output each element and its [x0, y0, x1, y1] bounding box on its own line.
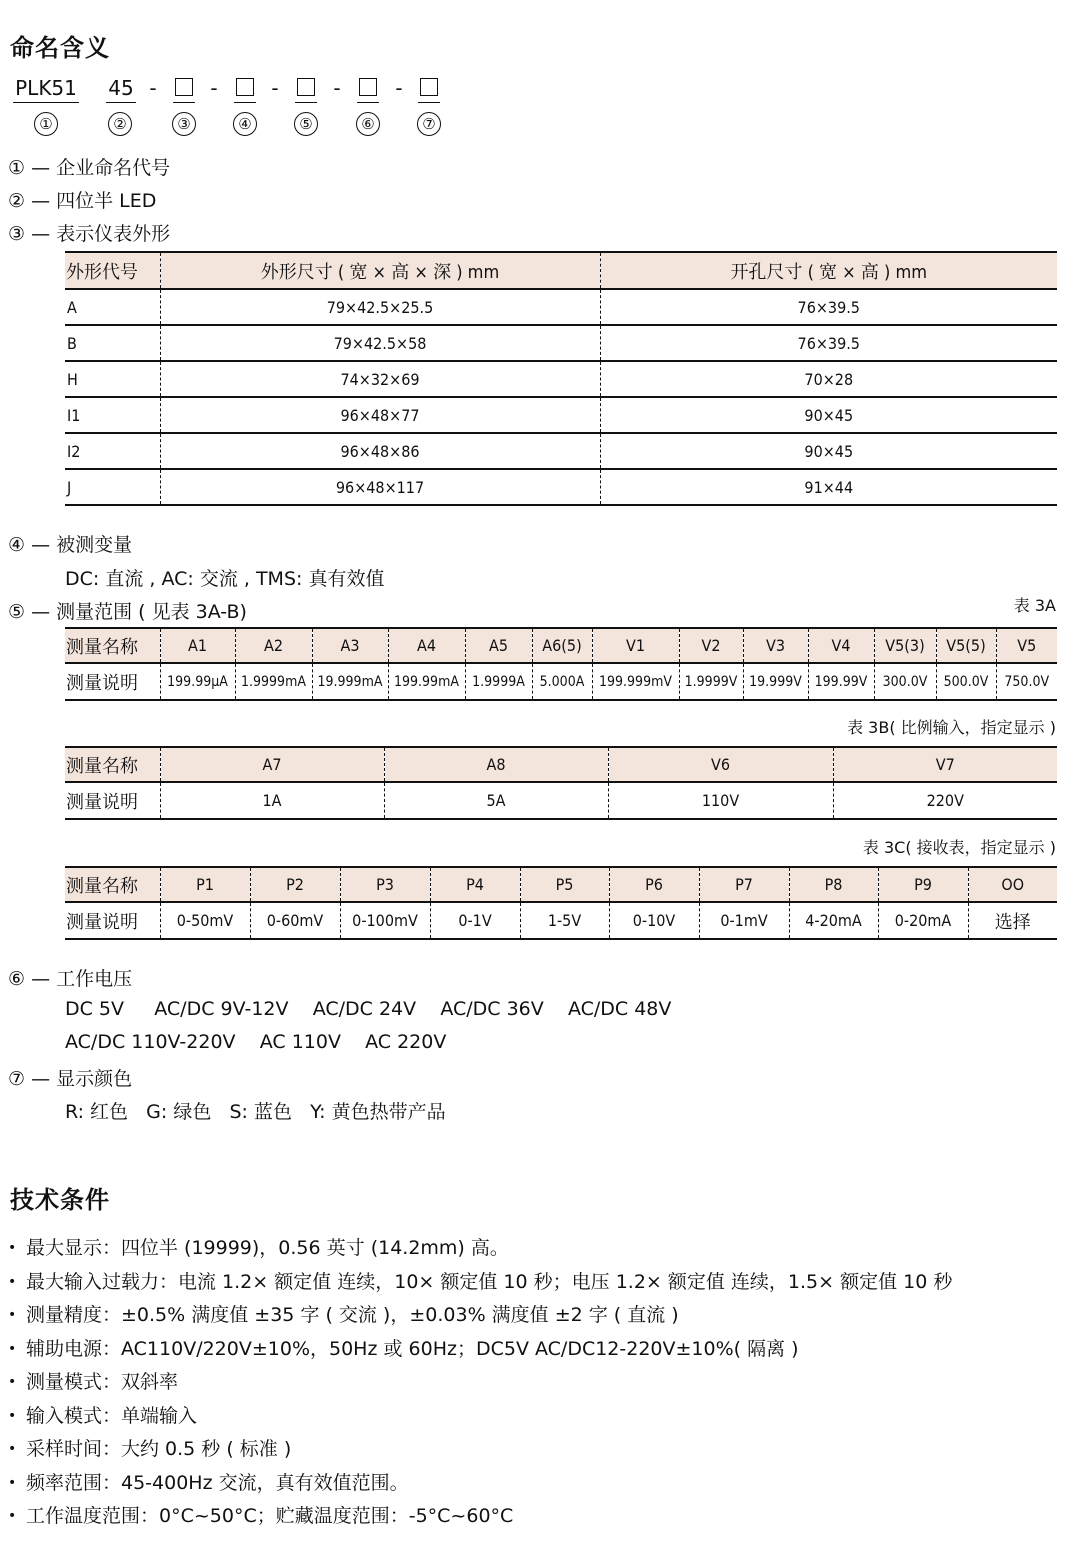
- table-cell: A2: [235, 628, 312, 663]
- table-cell: V6: [608, 747, 833, 782]
- table-cell: A3: [312, 628, 388, 663]
- table-cell: 74×32×69: [160, 361, 600, 397]
- code-box: [170, 76, 198, 100]
- table-cell: V5(3): [874, 628, 936, 663]
- table-cell: 76×39.5: [600, 289, 1057, 325]
- voltage-option: AC/DC 48V: [567, 998, 672, 1020]
- table-cell: A: [65, 289, 160, 325]
- table-cell: 0-1V: [430, 902, 520, 939]
- tech-list: [8, 1233, 952, 1535]
- table-cell: 76×39.5: [600, 325, 1057, 361]
- table-3b-desc-row: [65, 782, 1057, 819]
- code-number-2: ②: [108, 112, 132, 136]
- code-number-3: ③: [172, 112, 196, 136]
- list-item-text: 最大输入过载力：电流 1.2× 额定值 连续，10× 额定值 10 秒；电压 1.2× 额定值 连续，1.5× 额定值 10 秒: [26, 1270, 953, 1293]
- table-cell: 选择: [968, 902, 1057, 939]
- table-cell: 500.0V: [936, 663, 996, 700]
- list-item-text: 采样时间：大约 0.5 秒 ( 标准 ): [26, 1438, 292, 1460]
- list-item: • 最大输入过载力：电流 1.2× 额定值 连续，10× 额定值 10 秒；电压 1.2× 额定值 连续，1.5× 额定值 10 秒: [8, 1270, 953, 1293]
- list-item: • 输入模式：单端输入: [8, 1404, 198, 1427]
- table-cell: 1-5V: [520, 902, 609, 939]
- item-1: ① — 企业命名代号: [8, 157, 171, 179]
- table-3a: [65, 627, 1057, 701]
- voltage-line-1: [65, 998, 671, 1020]
- table-row: [65, 361, 1057, 397]
- table-cell: V4: [808, 628, 874, 663]
- table-cell: P9: [878, 867, 968, 902]
- table-cell: V1: [592, 628, 679, 663]
- code-dash: -: [271, 76, 279, 100]
- voltage-option: AC/DC 9V-12V: [154, 998, 289, 1020]
- row-label: 测量说明: [65, 902, 160, 939]
- list-item: • 采样时间：大约 0.5 秒 ( 标准 ): [8, 1438, 292, 1460]
- row-label: 测量说明: [65, 782, 160, 819]
- table-cell: P2: [250, 867, 340, 902]
- list-item: • 频率范围：45-400Hz 交流，真有效值范围。: [8, 1471, 409, 1494]
- table-cell: 1.9999V: [679, 663, 743, 700]
- table-3b: [65, 746, 1057, 820]
- table-cell: P3: [340, 867, 430, 902]
- list-item-text: 最大显示：四位半 (19999)，0.56 英寸 (14.2mm) 高。: [26, 1237, 509, 1259]
- list-item-text: 工作温度范围：0°C~50°C；贮藏温度范围：-5°C~60°C: [26, 1505, 514, 1527]
- item-5: ⑤ — 测量范围 ( 见表 3A-B): [8, 601, 247, 623]
- table-cell: 1.9999A: [465, 663, 532, 700]
- table-cell: V3: [743, 628, 808, 663]
- voltage-option: AC/DC 110V-220V: [65, 1031, 236, 1053]
- header-cell: 外形尺寸 ( 宽 × 高 × 深 ) mm: [160, 252, 600, 289]
- table-cell: 110V: [608, 782, 833, 819]
- table-cell: 90×45: [600, 397, 1057, 433]
- table-cell: 300.0V: [874, 663, 936, 700]
- table-3b-caption: 表 3B( 比例输入，指定显示 ): [847, 718, 1056, 737]
- table-cell: V5(5): [936, 628, 996, 663]
- table-cell: A5: [465, 628, 532, 663]
- voltage-option: AC/DC 24V: [312, 998, 417, 1020]
- header-cell: 开孔尺寸 ( 宽 × 高 ) mm: [600, 252, 1057, 289]
- section-title-tech: 技术条件: [10, 1186, 110, 1214]
- table-cell: OO: [968, 867, 1057, 902]
- item-2: ② — 四位半 LED: [8, 190, 157, 212]
- code-number-4: ④: [233, 112, 257, 136]
- table-cell: H: [65, 361, 160, 397]
- table-cell: I1: [65, 397, 160, 433]
- list-item: • 最大显示：四位半 (19999)，0.56 英寸 (14.2mm) 高。: [8, 1237, 509, 1259]
- code-box: [415, 76, 443, 100]
- table-cell: V5: [996, 628, 1057, 663]
- table-cell: 70×28: [600, 361, 1057, 397]
- table-cell: 90×45: [600, 433, 1057, 469]
- table-cell: A1: [160, 628, 235, 663]
- table-cell: P1: [160, 867, 250, 902]
- table-cell: 4-20mA: [789, 902, 878, 939]
- code-dash: -: [149, 76, 157, 100]
- list-item: • 辅助电源：AC110V/220V±10%，50Hz 或 60Hz；DC5V AC/DC12-220V±10%( 隔离 ): [8, 1337, 799, 1360]
- list-item-text: 测量精度：±0.5% 满度值 ±35 字 ( 交流 )，±0.03% 满度值 ±2 字 ( 直流 ): [26, 1304, 679, 1326]
- item-7: ⑦ — 显示颜色: [8, 1068, 133, 1090]
- table-cell: 0-60mV: [250, 902, 340, 939]
- table-cell: 220V: [833, 782, 1057, 819]
- list-item-text: 输入模式：单端输入: [26, 1404, 198, 1427]
- table-cell: 5A: [384, 782, 608, 819]
- table-row: [65, 289, 1057, 325]
- table-row: [65, 433, 1057, 469]
- table-cell: J: [65, 469, 160, 505]
- table-row: [65, 325, 1057, 361]
- code-number-1: ①: [34, 112, 58, 136]
- table-3c-caption: 表 3C( 接收表，指定显示 ): [862, 838, 1056, 857]
- code-part-prefix: PLK51: [10, 76, 82, 100]
- code-box: [292, 76, 320, 100]
- row-label: 测量名称: [65, 867, 160, 902]
- table-cell: 0-1mV: [699, 902, 789, 939]
- list-item: • 测量模式：双斜率: [8, 1371, 179, 1393]
- list-item: • 工作温度范围：0°C~50°C；贮藏温度范围：-5°C~60°C: [8, 1505, 514, 1527]
- code-part-digits: 45: [104, 76, 138, 100]
- voltage-option: AC/DC 36V: [440, 998, 544, 1020]
- table-3a-caption: 表 3A: [1013, 596, 1056, 615]
- row-label: 测量说明: [65, 663, 160, 700]
- table-cell: P6: [609, 867, 699, 902]
- code-dash: -: [395, 76, 403, 100]
- list-item-text: 频率范围：45-400Hz 交流，真有效值范围。: [26, 1471, 409, 1494]
- table-3c: [65, 866, 1057, 940]
- table-cell: A4: [388, 628, 465, 663]
- code-number-5: ⑤: [294, 112, 318, 136]
- table-cell: 96×48×86: [160, 433, 600, 469]
- table-row: [65, 469, 1057, 505]
- item-4: ④ — 被测变量: [8, 534, 133, 556]
- voltage-option: AC 110V: [259, 1031, 341, 1053]
- item-3: ③ — 表示仪表外形: [8, 223, 171, 245]
- section-title-naming: 命名含义: [10, 34, 110, 62]
- table-cell: 79×42.5×25.5: [160, 289, 600, 325]
- table-cell: 199.99mA: [388, 663, 465, 700]
- row-label: 测量名称: [65, 628, 160, 663]
- voltage-option: DC 5V: [65, 998, 125, 1020]
- item-6: ⑥ — 工作电压: [8, 968, 133, 990]
- voltage-line-2: [65, 1031, 446, 1053]
- table-3b-name-row: [65, 747, 1057, 782]
- table-cell: 0-100mV: [340, 902, 430, 939]
- table-cell: 19.999mA: [312, 663, 388, 700]
- code-number-6: ⑥: [356, 112, 380, 136]
- table-cell: A7: [160, 747, 384, 782]
- table-cell: 79×42.5×58: [160, 325, 600, 361]
- code-dash: -: [333, 76, 341, 100]
- table-cell: 5.000A: [532, 663, 592, 700]
- table-cell: 96×48×77: [160, 397, 600, 433]
- table-cell: A6(5): [532, 628, 592, 663]
- list-item-text: 辅助电源：AC110V/220V±10%，50Hz 或 60Hz；DC5V AC/DC12-220V±10%( 隔离 ): [26, 1337, 799, 1360]
- table-cell: V7: [833, 747, 1057, 782]
- table-cell: P8: [789, 867, 878, 902]
- shape-table: [65, 251, 1057, 506]
- table-cell: 0-50mV: [160, 902, 250, 939]
- table-cell: B: [65, 325, 160, 361]
- table-cell: 199.999mV: [592, 663, 679, 700]
- table-cell: A8: [384, 747, 608, 782]
- table-cell: P5: [520, 867, 609, 902]
- table-cell: 750.0V: [996, 663, 1057, 700]
- table-cell: 0-20mA: [878, 902, 968, 939]
- table-3c-desc-row: [65, 902, 1057, 939]
- table-header-row: [65, 252, 1057, 289]
- voltage-option: AC 220V: [365, 1031, 447, 1053]
- list-item-text: 测量模式：双斜率: [26, 1371, 179, 1393]
- table-cell: 1A: [160, 782, 384, 819]
- table-3a-name-row: [65, 628, 1057, 663]
- table-cell: 199.99V: [808, 663, 874, 700]
- code-number-7: ⑦: [417, 112, 441, 136]
- table-cell: 1.9999mA: [235, 663, 312, 700]
- table-cell: 96×48×117: [160, 469, 600, 505]
- item-7-desc: R: 红色 G: 绿色 S: 蓝色 Y: 黄色热带产品: [65, 1101, 446, 1123]
- table-cell: 19.999V: [743, 663, 808, 700]
- code-dash: -: [210, 76, 218, 100]
- table-cell: 0-10V: [609, 902, 699, 939]
- table-cell: P7: [699, 867, 789, 902]
- table-cell: P4: [430, 867, 520, 902]
- table-cell: I2: [65, 433, 160, 469]
- table-cell: 91×44: [600, 469, 1057, 505]
- list-item: • 测量精度：±0.5% 满度值 ±35 字 ( 交流 )，±0.03% 满度值 ±2 字 ( 直流 ): [8, 1304, 679, 1326]
- item-4-desc: DC: 直流 , AC: 交流 , TMS: 真有效值: [65, 568, 385, 590]
- code-box: [354, 76, 382, 100]
- row-label: 测量名称: [65, 747, 160, 782]
- table-cell: 199.99μA: [160, 663, 235, 700]
- header-cell: 外形代号: [65, 252, 160, 289]
- table-3c-name-row: [65, 867, 1057, 902]
- table-cell: V2: [679, 628, 743, 663]
- table-3a-desc-row: [65, 663, 1057, 700]
- code-box: [231, 76, 259, 100]
- table-row: [65, 397, 1057, 433]
